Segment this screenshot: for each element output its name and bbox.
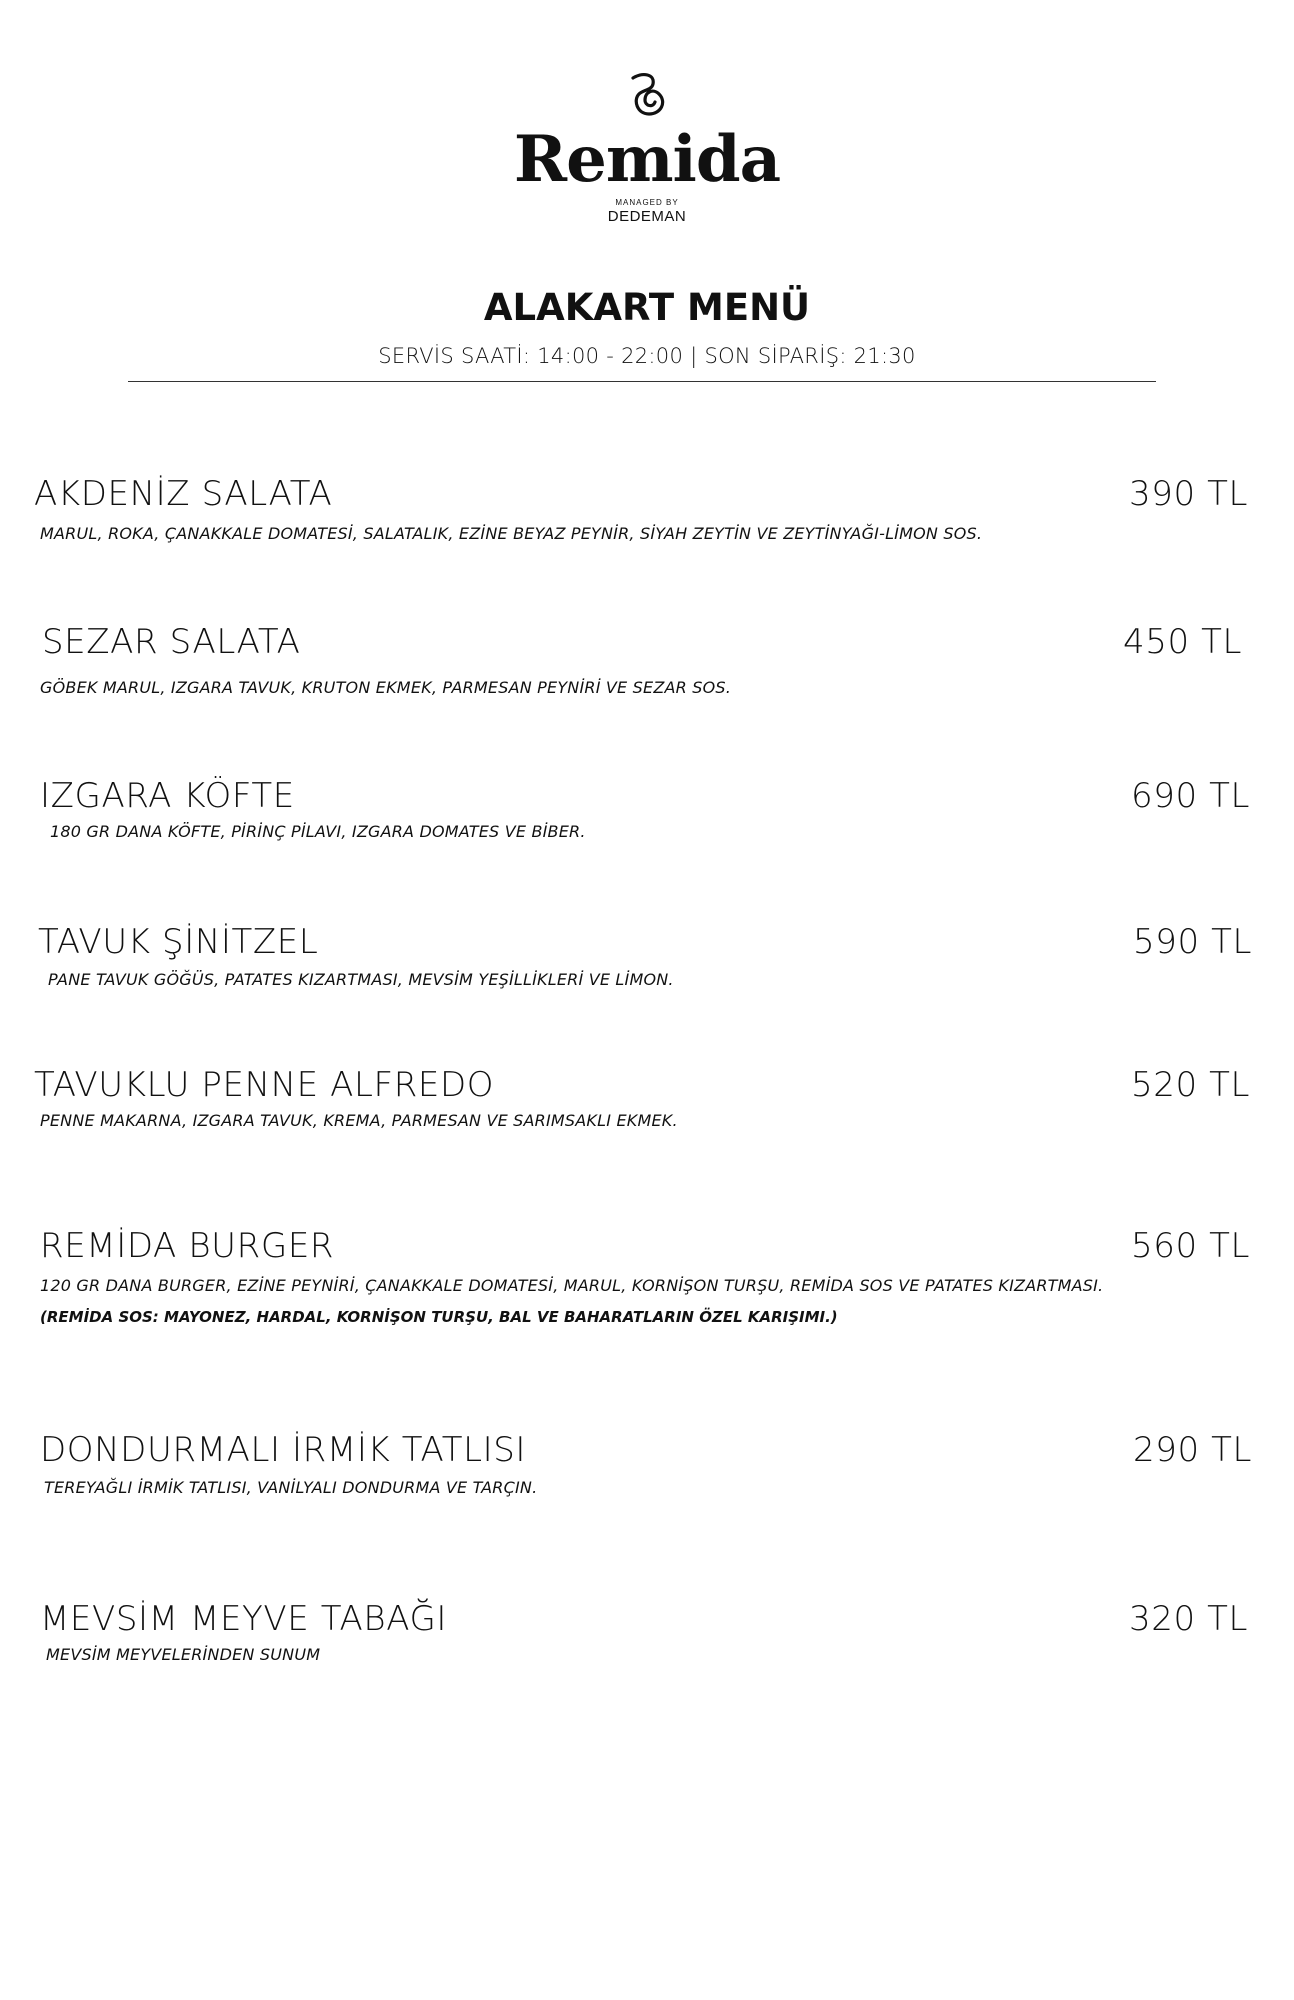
- item-description: GÖBEK MARUL, IZGARA TAVUK, KRUTON EKMEK, PARMESAN PEYNİRİ VE SEZAR SOS.: [40, 678, 732, 697]
- item-note: (REMİDA SOS: MAYONEZ, HARDAL, KORNİŞON TURŞU, BAL VE BAHARATLARIN ÖZEL KARIŞIMI.): [40, 1308, 838, 1326]
- item-name: TAVUKLU PENNE ALFREDO: [34, 1065, 495, 1105]
- brand-name: Remida: [513, 122, 781, 197]
- brand-logo: [0, 68, 1294, 225]
- managed-by-label: MANAGED BY: [615, 198, 679, 207]
- remida-logo-mark-icon: [619, 68, 675, 124]
- item-name: MEVSİM MEYVE TABAĞI: [40, 1599, 448, 1639]
- item-description: 120 GR DANA BURGER, EZİNE PEYNİRİ, ÇANAKKALE DOMATESİ, MARUL, KORNİŞON TURŞU, REMİDA SOS VE PATATES KIZARTMASI.: [40, 1276, 1104, 1295]
- item-price: 290 TL: [1132, 1430, 1252, 1470]
- item-name: AKDENİZ SALATA: [34, 474, 333, 514]
- item-description: MARUL, ROKA, ÇANAKKALE DOMATESİ, SALATALIK, EZİNE BEYAZ PEYNİR, SİYAH ZEYTİN VE ZEYTİNYAĞI-LİMON SOS.: [40, 524, 983, 543]
- header-divider: [128, 381, 1156, 382]
- item-name: SEZAR SALATA: [42, 622, 301, 662]
- item-price: 450 TL: [1122, 622, 1242, 662]
- item-name: REMİDA BURGER: [40, 1226, 335, 1266]
- company-name: DEDEMAN: [607, 208, 687, 225]
- item-description: PENNE MAKARNA, IZGARA TAVUK, KREMA, PARMESAN VE SARIMSAKLI EKMEK.: [40, 1111, 678, 1130]
- item-price: 690 TL: [1130, 776, 1250, 816]
- item-price: 520 TL: [1130, 1065, 1250, 1105]
- item-description: TEREYAĞLI İRMİK TATLISI, VANİLYALI DONDURMA VE TARÇIN.: [44, 1478, 538, 1497]
- item-price: 390 TL: [1128, 474, 1248, 514]
- item-price: 590 TL: [1132, 922, 1252, 962]
- item-price: 320 TL: [1128, 1599, 1248, 1639]
- item-name: TAVUK ŞİNİTZEL: [38, 922, 319, 962]
- item-description: 180 GR DANA KÖFTE, PİRİNÇ PİLAVI, IZGARA DOMATES VE BİBER.: [50, 822, 586, 841]
- item-description: PANE TAVUK GÖĞÜS, PATATES KIZARTMASI, MEVSİM YEŞİLLİKLERİ VE LİMON.: [48, 970, 674, 989]
- item-name: IZGARA KÖFTE: [40, 776, 295, 816]
- item-description: MEVSİM MEYVELERİNDEN SUNUM: [46, 1645, 321, 1664]
- service-hours: SERVİS SAATİ: 14:00 - 22:00 | SON SİPARİŞ: 21:30: [378, 344, 916, 368]
- item-name: DONDURMALI İRMİK TATLISI: [40, 1430, 527, 1470]
- menu-title: ALAKART MENÜ: [483, 286, 811, 329]
- item-price: 560 TL: [1130, 1226, 1250, 1266]
